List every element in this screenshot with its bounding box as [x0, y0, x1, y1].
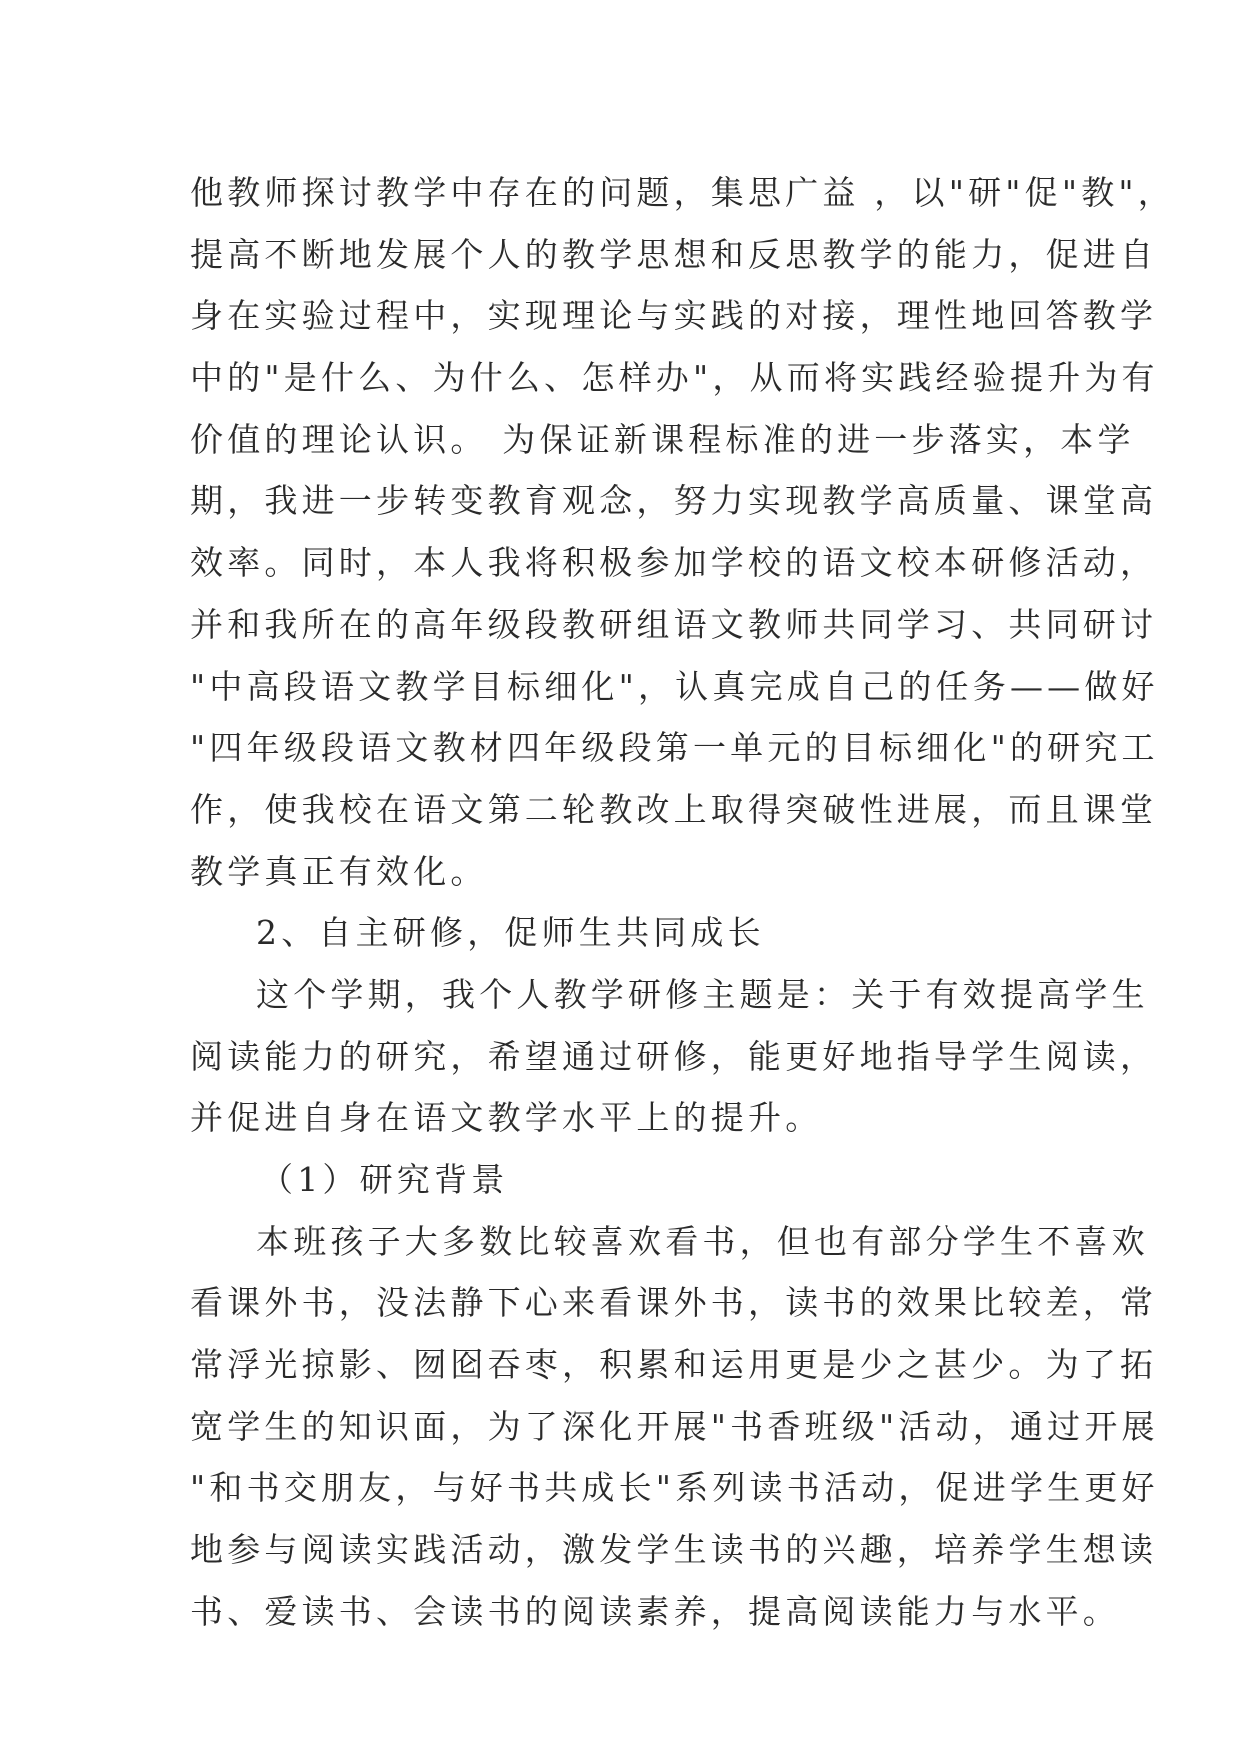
paragraph-line: 作，使我校在语文第二轮教改上取得突破性进展，而且课堂 [190, 789, 1158, 829]
paragraph-line: "中高段语文教学目标细化"，认真完成自己的任务——做好 [190, 666, 1159, 706]
paragraph-line: 阅读能力的研究，希望通过研修，能更好地指导学生阅读， [190, 1036, 1158, 1076]
paragraph-line: 期，我进一步转变教育观念，努力实现教学高质量、课堂高 [190, 481, 1158, 521]
paragraph-line: 中的"是什么、为什么、怎样办"，从而将实践经验提升为有 [190, 358, 1159, 398]
paragraph-line: 宽学生的知识面，为了深化开展"书香班级"活动，通过开展 [190, 1406, 1159, 1446]
paragraph-line: 地参与阅读实践活动，激发学生读书的兴趣，培养学生想读 [190, 1530, 1158, 1570]
paragraph-line: 常浮光掠影、囫囵吞枣，积累和运用更是少之甚少。为了拓 [190, 1345, 1158, 1385]
paragraph-line: 这个学期，我个人教学研修主题是：关于有效提高学生 [256, 974, 1149, 1014]
paragraph-line: 并和我所在的高年级段教研组语文教师共同学习、共同研讨 [190, 604, 1158, 644]
paragraph-line: 书、爱读书、会读书的阅读素养，提高阅读能力与水平。 [190, 1591, 1120, 1631]
paragraph-line: "四年级段语文教材四年级段第一单元的目标细化"的研究工 [190, 728, 1159, 768]
subsection-heading: （1）研究背景 [260, 1160, 509, 1199]
paragraph-line: 教学真正有效化。 [190, 851, 488, 891]
paragraph-line: 他教师探讨教学中存在的问题，集思广益 ，以"研"促"教"， [190, 173, 1176, 212]
paragraph-line: 价值的理论认识。 为保证新课程标准的进一步落实，本学 [190, 419, 1135, 459]
paragraph-line: 身在实验过程中，实现理论与实践的对接，理性地回答教学 [190, 296, 1158, 336]
paragraph-line: 并促进自身在语文教学水平上的提升。 [190, 1098, 823, 1138]
paragraph-line: 效率。同时，本人我将积极参加学校的语文校本研修活动， [190, 543, 1158, 583]
document-body [190, 162, 1176, 1643]
section-heading: 2、自主研修，促师生共同成长 [256, 913, 765, 953]
paragraph-line: 看课外书，没法静下心来看课外书，读书的效果比较差，常 [190, 1283, 1158, 1323]
paragraph-line: 提高不断地发展个人的教学思想和反思教学的能力，促进自 [190, 234, 1158, 274]
paragraph-line: 本班孩子大多数比较喜欢看书，但也有部分学生不喜欢 [256, 1221, 1149, 1261]
paragraph-line: "和书交朋友，与好书共成长"系列读书活动，促进学生更好 [190, 1468, 1159, 1508]
